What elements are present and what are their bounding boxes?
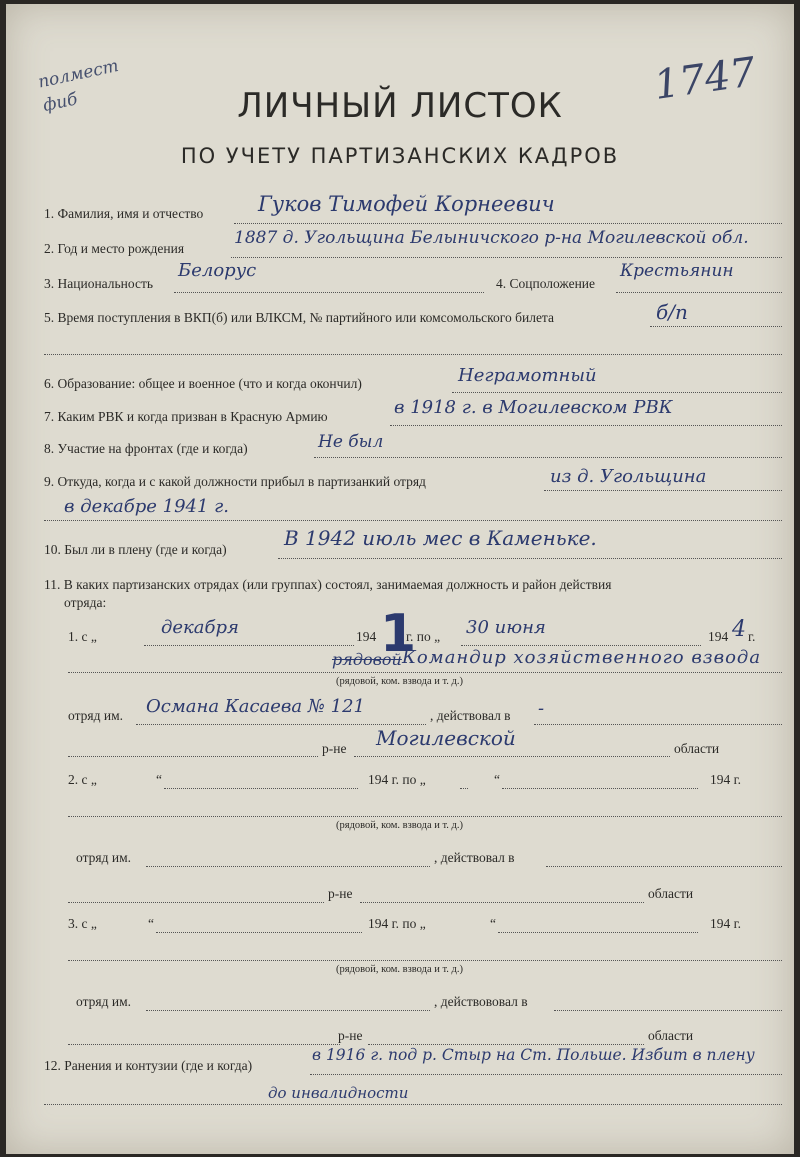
field-12-value-1: в 1916 г. под р. Стыр на Ст. Польше. Избит в плену	[312, 1046, 755, 1064]
field-7-value: в 1918 г. в Могилевском РВК	[394, 397, 673, 418]
unit-1-otryad: Османа Касаева № 121	[146, 696, 365, 717]
unit-2-mid: “	[156, 772, 162, 787]
field-1-value: Гуков Тимофей Корнеевич	[258, 192, 555, 216]
unit-1-to-label: г. по „	[406, 629, 441, 644]
unit-2-otryad-label: отряд им.	[76, 850, 131, 865]
unit-1-from-day: декабря	[161, 617, 239, 638]
field-12-value-2: до инвалидности	[268, 1084, 409, 1102]
unit-1-otryad-label: отряд им.	[68, 708, 123, 723]
field-9-value-1: из д. Угольщина	[550, 466, 707, 487]
unit-3-position-hint: (рядовой, ком. взвода и т. д.)	[336, 964, 464, 975]
field-8-value: Не был	[318, 432, 384, 452]
page-subtitle: ПО УЧЕТУ ПАРТИЗАНСКИХ КАДРОВ	[180, 144, 620, 168]
unit-1-acted: -	[538, 698, 545, 719]
page-title: ЛИЧНЫЙ ЛИСТОК	[237, 86, 563, 126]
field-2-value: 1887 д. Угольщина Белыничского р-на Могилевской обл.	[234, 228, 749, 248]
field-3-value: Белорус	[178, 260, 257, 281]
unit-3-number: 3. с „	[68, 916, 97, 931]
unit-1-oblast-label: области	[674, 741, 720, 756]
unit-1-position-hint: (рядовой, ком. взвода и т. д.)	[336, 676, 464, 687]
unit-2-rne-label: р-не	[328, 886, 353, 901]
field-9-value-2: в декабре 1941 г.	[64, 496, 229, 517]
unit-1-to-day: 30 июня	[466, 617, 546, 638]
unit-3-from-year: 194 г. по „	[368, 916, 426, 931]
field-3-label: 3. Национальность	[44, 276, 154, 291]
field-1-label: 1. Фамилия, имя и отчество	[44, 206, 204, 221]
unit-3-to-mid: “	[490, 916, 496, 931]
unit-1-from-year: 194	[356, 629, 377, 644]
unit-3-rne-label: р-не	[338, 1028, 363, 1043]
unit-3-to-year: 194 г.	[710, 916, 742, 931]
field-12-label: 12. Ранения и контузии (где и когда)	[44, 1058, 253, 1073]
unit-3-otryad-label: отряд им.	[76, 994, 131, 1009]
unit-1-rne-label: р-не	[322, 741, 347, 756]
margin-note-right: 1747	[651, 49, 759, 109]
field-9-label: 9. Откуда, когда и с какой должности прибыл в партизанкий отряд	[44, 474, 426, 489]
unit-1-position: Командир хозяйственного взвода	[402, 647, 762, 668]
unit-1-position-struck: рядовой	[332, 650, 402, 669]
field-8-label: 8. Участие на фронтах (где и когда)	[44, 441, 248, 456]
field-11-label: 11. В каких партизанских отрядах (или группах) состоял, занимаемая должность и район действия	[44, 577, 612, 592]
unit-1-year-suffix: г.	[748, 629, 756, 644]
field-6-label: 6. Образование: общее и военное (что и когда окончил)	[44, 376, 362, 391]
field-5-label: 5. Время поступления в ВКП(б) или ВЛКСМ, № партийного или комсомольского билета	[44, 310, 554, 325]
document-sheet	[6, 4, 794, 1154]
field-4-value: Крестьянин	[620, 261, 734, 281]
field-6-value: Неграмотный	[458, 365, 597, 386]
unit-1-acted-label: , действовал в	[430, 708, 511, 723]
margin-note-left: полмест фиб	[36, 55, 121, 117]
unit-2-oblast-label: области	[648, 886, 694, 901]
unit-2-to-year: 194 г.	[710, 772, 742, 787]
unit-3-mid: “	[148, 916, 154, 931]
unit-3-acted-label: , действововал в	[434, 994, 528, 1009]
field-11-label-cont: отряда:	[64, 595, 107, 610]
unit-1-rne: Могилевской	[376, 726, 516, 750]
unit-2-to-mid: “	[494, 772, 500, 787]
unit-2-acted-label: , действовал в	[434, 850, 515, 865]
field-4-label: 4. Соцположение	[496, 276, 596, 291]
field-7-label: 7. Каким РВК и когда призван в Красную Армию	[44, 409, 328, 424]
field-2-label: 2. Год и место рождения	[44, 241, 185, 256]
field-5-value: б/п	[656, 300, 688, 324]
unit-1-to-year: 194	[708, 629, 729, 644]
unit-1-number: 1. с „	[68, 629, 97, 644]
unit-3-oblast-label: области	[648, 1028, 694, 1043]
unit-1-to-year-digit: 4	[732, 617, 746, 642]
unit-2-from-year: 194 г. по „	[368, 772, 426, 787]
field-10-label: 10. Был ли в плену (где и когда)	[44, 542, 227, 557]
unit-2-number: 2. с „	[68, 772, 97, 787]
field-10-value: В 1942 июль мес в Каменьке.	[284, 526, 597, 550]
unit-2-position-hint: (рядовой, ком. взвода и т. д.)	[336, 820, 464, 831]
unit-1-from-year-digit: 1	[380, 604, 417, 664]
